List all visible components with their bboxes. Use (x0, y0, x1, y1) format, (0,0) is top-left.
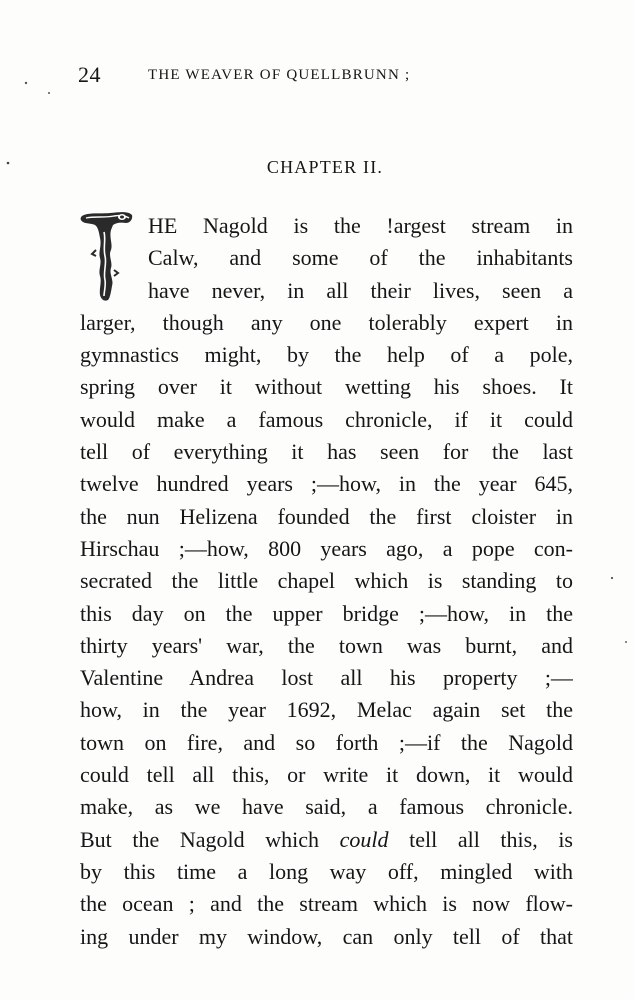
text-line: larger, though any one tolerably expert in (80, 309, 573, 335)
text-line: would make a famous chronicle, if it could (80, 406, 573, 432)
text-line: spring over it without wetting his shoes. It (80, 374, 573, 400)
text-line: Calw, and some of the inhabitants (148, 245, 573, 271)
text-line: tell of everything it has seen for the last (80, 439, 573, 465)
text-line: the nun Helizena founded the first cloister in (80, 503, 573, 529)
text-line: twelve hundred years ;—how, in the year 645, (80, 471, 573, 497)
text-segment: But the Nagold which (80, 826, 340, 852)
text-line: Hirschau ;—how, 800 years ago, a pope con- (80, 535, 573, 561)
text-line: thirty years' war, the town was burnt, and (80, 632, 573, 658)
page-number: 24 (78, 62, 101, 87)
running-head: THE WEAVER OF QUELLBRUNN ; (148, 67, 411, 83)
text-line: could tell all this, or write it down, it would (80, 762, 573, 788)
text-line: HE Nagold is the !argest stream in (148, 213, 573, 238)
text-line-with-italic (80, 824, 573, 856)
text-line: by this time a long way off, mingled with (80, 858, 573, 884)
text-line: town on fire, and so forth ;—if the Nagold (80, 729, 573, 755)
chapter-title: CHAPTER II. (266, 157, 384, 177)
text-line: this day on the upper bridge ;—how, in the (80, 600, 573, 626)
chapter-body (80, 210, 573, 953)
text-line: Valentine Andrea lost all his property ;— (80, 665, 573, 691)
text-line: how, in the year 1692, Melac again set the (80, 697, 573, 723)
text-line: make, as we have said, a famous chronicle. (80, 794, 573, 820)
text-line: secrated the little chapel which is standing to (80, 568, 573, 594)
text-line: ing under my window, can only tell of that (80, 923, 573, 949)
page-header (78, 62, 578, 92)
text-line: gymnastics might, by the help of a pole, (80, 342, 573, 368)
text-line: have never, in all their lives, seen a (148, 277, 573, 303)
italic-word: could (339, 826, 389, 852)
text-segment: tell all this, is (388, 826, 573, 852)
text-line: the ocean ; and the stream which is now flow- (80, 891, 573, 917)
